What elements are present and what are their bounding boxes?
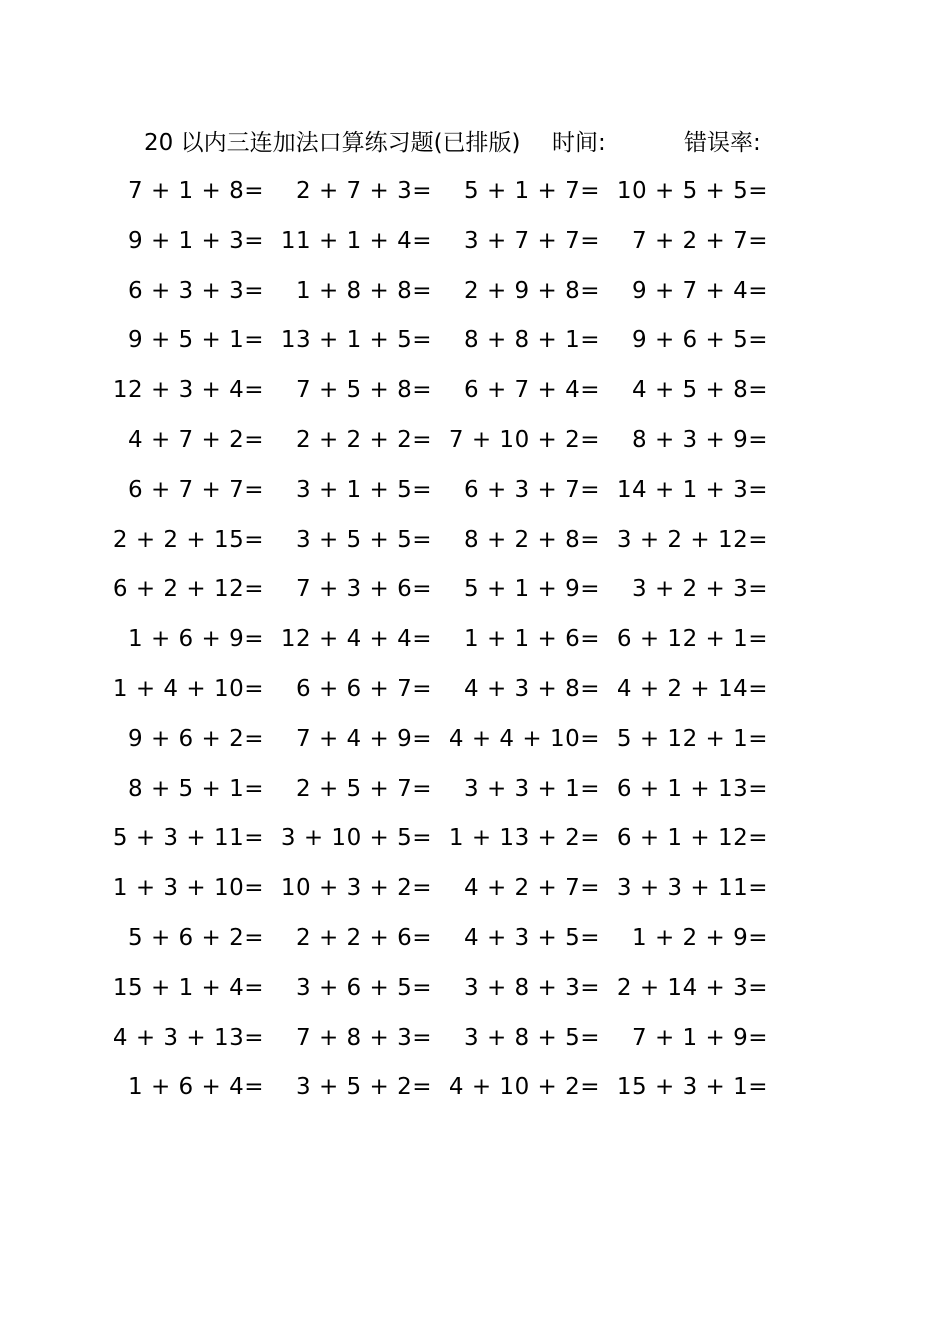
problem-item: 4 + 5 + 8=: [632, 377, 768, 404]
problem-item: 7 + 5 + 8=: [296, 377, 432, 404]
problem-item: 13 + 1 + 5=: [280, 327, 432, 354]
problem-item: 1 + 1 + 6=: [464, 626, 600, 653]
problem-item: 2 + 2 + 2=: [296, 426, 432, 453]
problem-item: 2 + 14 + 3=: [616, 974, 768, 1001]
problem-item: 9 + 6 + 5=: [632, 327, 768, 354]
problem-item: 6 + 12 + 1=: [616, 626, 768, 653]
problem-row: [0, 172, 950, 222]
problem-item: 3 + 6 + 5=: [296, 974, 432, 1001]
problem-item: 5 + 1 + 9=: [464, 576, 600, 603]
problem-item: 2 + 2 + 15=: [112, 526, 264, 553]
problem-item: 7 + 1 + 8=: [128, 178, 264, 204]
problem-item: 6 + 3 + 7=: [464, 476, 600, 503]
problem-item: 8 + 2 + 8=: [464, 526, 600, 553]
problem-item: 9 + 5 + 1=: [128, 327, 264, 354]
problem-item: 1 + 3 + 10=: [112, 875, 264, 902]
problem-item: 8 + 5 + 1=: [128, 775, 264, 802]
problem-item: 7 + 3 + 6=: [296, 576, 432, 603]
time-label: 时间:: [552, 130, 606, 156]
problem-item: 14 + 1 + 3=: [616, 476, 768, 503]
problem-item: 3 + 3 + 11=: [616, 875, 768, 902]
problem-row: [0, 919, 950, 969]
problem-item: 6 + 1 + 12=: [616, 825, 768, 852]
error-rate-label: 错误率:: [684, 130, 761, 156]
problem-item: 9 + 7 + 4=: [632, 277, 768, 304]
problem-row: [0, 620, 950, 670]
problem-item: 3 + 1 + 5=: [296, 476, 432, 503]
problem-item: 12 + 3 + 4=: [112, 377, 264, 404]
problem-item: 5 + 6 + 2=: [128, 924, 264, 951]
problem-item: 8 + 8 + 1=: [464, 327, 600, 354]
problem-item: 2 + 2 + 6=: [296, 924, 432, 951]
problem-row: [0, 819, 950, 869]
problem-item: 4 + 3 + 8=: [464, 675, 600, 702]
problem-item: 4 + 10 + 2=: [448, 1074, 600, 1101]
problem-item: 2 + 5 + 7=: [296, 775, 432, 802]
problem-item: 11 + 1 + 4=: [280, 227, 432, 254]
problem-item: 7 + 10 + 2=: [448, 426, 600, 453]
problem-grid: [0, 172, 950, 1118]
problem-item: 10 + 5 + 5=: [616, 178, 768, 204]
problem-item: 5 + 3 + 11=: [112, 825, 264, 852]
problem-item: 3 + 8 + 3=: [464, 974, 600, 1001]
problem-item: 8 + 3 + 9=: [632, 426, 768, 453]
problem-row: [0, 869, 950, 919]
problem-item: 6 + 7 + 7=: [128, 476, 264, 503]
problem-item: 9 + 1 + 3=: [128, 227, 264, 254]
problem-item: 3 + 5 + 2=: [296, 1074, 432, 1101]
problem-row: [0, 521, 950, 571]
problem-item: 4 + 2 + 7=: [464, 875, 600, 902]
problem-item: 3 + 2 + 12=: [616, 526, 768, 553]
problem-item: 10 + 3 + 2=: [280, 875, 432, 902]
problem-item: 1 + 6 + 4=: [128, 1074, 264, 1101]
worksheet-header: [144, 124, 784, 162]
problem-item: 4 + 2 + 14=: [616, 675, 768, 702]
problem-row: [0, 720, 950, 770]
problem-item: 3 + 8 + 5=: [464, 1024, 600, 1051]
problem-item: 6 + 3 + 3=: [128, 277, 264, 304]
problem-item: 3 + 2 + 3=: [632, 576, 768, 603]
problem-row: [0, 421, 950, 471]
problem-row: [0, 670, 950, 720]
problem-item: 3 + 7 + 7=: [464, 227, 600, 254]
problem-item: 6 + 1 + 13=: [616, 775, 768, 802]
problem-item: 5 + 1 + 7=: [464, 178, 600, 204]
problem-item: 15 + 1 + 4=: [112, 974, 264, 1001]
problem-item: 2 + 9 + 8=: [464, 277, 600, 304]
problem-row: [0, 570, 950, 620]
problem-item: 7 + 2 + 7=: [632, 227, 768, 254]
problem-item: 7 + 4 + 9=: [296, 725, 432, 752]
problem-item: 1 + 13 + 2=: [448, 825, 600, 852]
problem-item: 1 + 2 + 9=: [632, 924, 768, 951]
problem-item: 7 + 8 + 3=: [296, 1024, 432, 1051]
problem-item: 6 + 7 + 4=: [464, 377, 600, 404]
problem-row: [0, 371, 950, 421]
problem-item: 4 + 7 + 2=: [128, 426, 264, 453]
problem-row: [0, 1019, 950, 1069]
problem-item: 6 + 2 + 12=: [112, 576, 264, 603]
problem-item: 12 + 4 + 4=: [280, 626, 432, 653]
problem-item: 4 + 4 + 10=: [448, 725, 600, 752]
problem-item: 4 + 3 + 13=: [112, 1024, 264, 1051]
problem-row: [0, 471, 950, 521]
problem-item: 4 + 3 + 5=: [464, 924, 600, 951]
worksheet-title: 20 以内三连加法口算练习题(已排版): [144, 130, 521, 156]
problem-item: 15 + 3 + 1=: [616, 1074, 768, 1101]
problem-row: [0, 222, 950, 272]
problem-item: 2 + 7 + 3=: [296, 178, 432, 204]
problem-row: [0, 1068, 950, 1118]
problem-item: 5 + 12 + 1=: [616, 725, 768, 752]
problem-item: 9 + 6 + 2=: [128, 725, 264, 752]
problem-item: 3 + 10 + 5=: [280, 825, 432, 852]
problem-item: 1 + 8 + 8=: [296, 277, 432, 304]
problem-item: 3 + 5 + 5=: [296, 526, 432, 553]
problem-row: [0, 272, 950, 322]
problem-item: 1 + 4 + 10=: [112, 675, 264, 702]
problem-item: 7 + 1 + 9=: [632, 1024, 768, 1051]
problem-item: 1 + 6 + 9=: [128, 626, 264, 653]
problem-item: 3 + 3 + 1=: [464, 775, 600, 802]
problem-row: [0, 770, 950, 820]
problem-item: 6 + 6 + 7=: [296, 675, 432, 702]
problem-row: [0, 321, 950, 371]
problem-row: [0, 969, 950, 1019]
